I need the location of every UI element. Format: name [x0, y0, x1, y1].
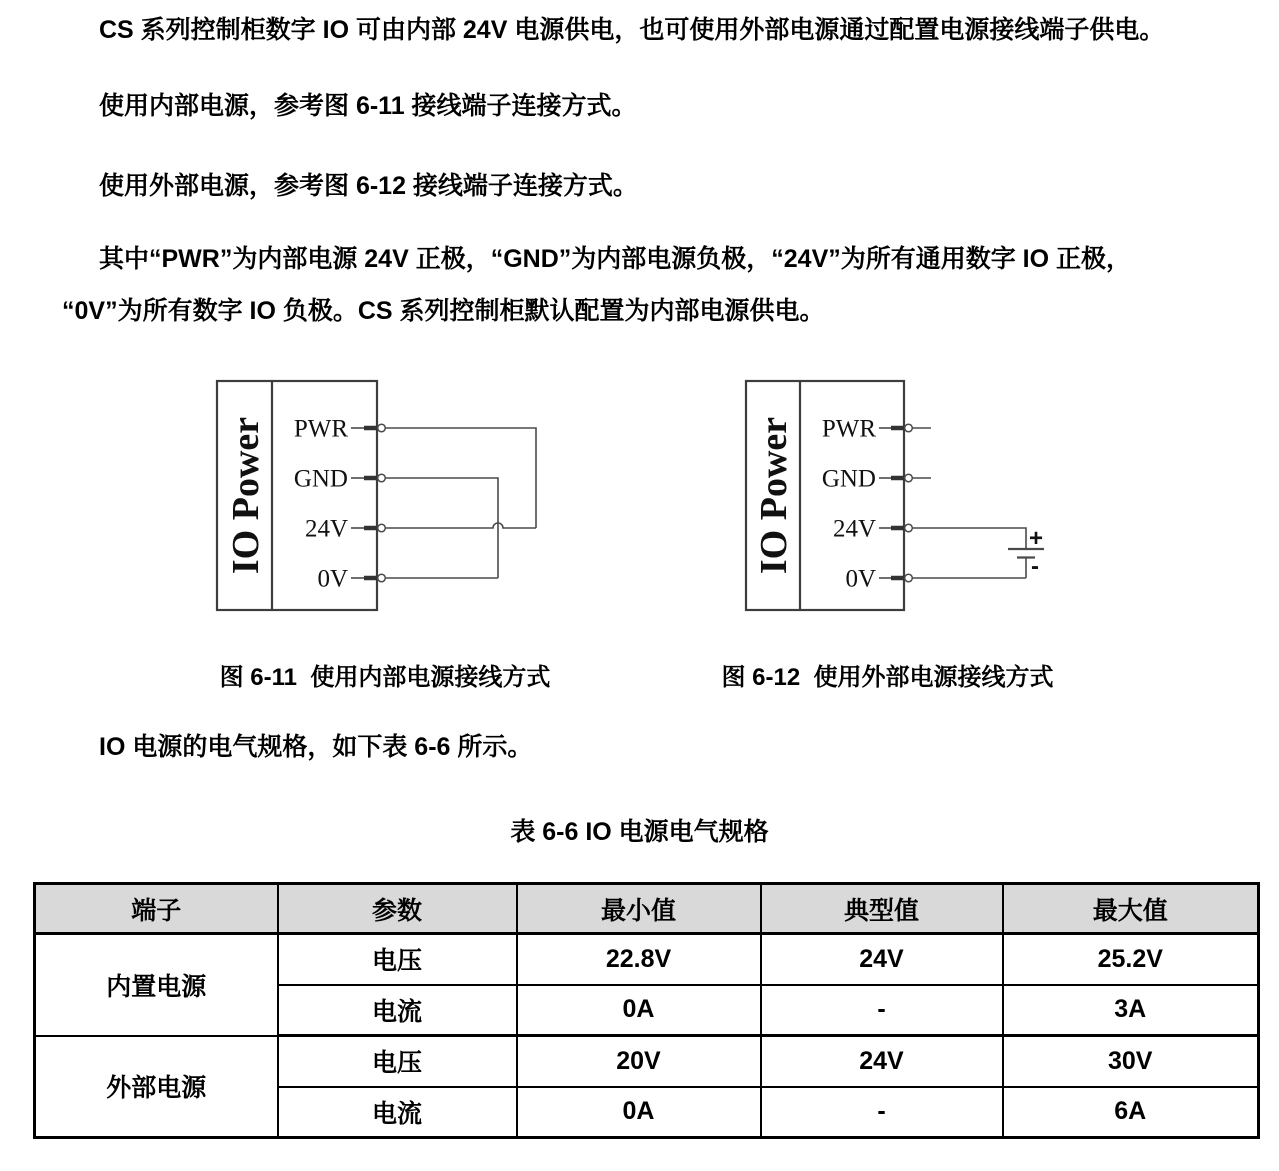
cell-min: 0A [517, 985, 761, 1036]
paragraph-intro: CS 系列控制柜数字 IO 可由内部 24V 电源供电，也可使用外部电源通过配置电源接线端子供电。 [99, 16, 1165, 44]
cell-typ: 24V [761, 1036, 1003, 1087]
cell-min: 20V [517, 1036, 761, 1087]
paragraph-external-power-ref: 使用外部电源，参考图 6-12 接线端子连接方式。 [99, 172, 638, 200]
header-typical: 典型值 [761, 884, 1003, 934]
io-power-label: IO Power [753, 416, 795, 575]
terminal-label-0v: 0V [845, 565, 876, 593]
terminal-label-0v: 0V [317, 565, 348, 593]
battery-minus-sign: - [1031, 553, 1039, 580]
wire-24v-to-battery [912, 528, 1026, 549]
cell-min: 22.8V [517, 934, 761, 985]
table-title: 表 6-6 IO 电源电气规格 [510, 818, 769, 846]
io-power-spec-table [33, 882, 1260, 1139]
header-max: 最大值 [1003, 884, 1259, 934]
paragraph-internal-power-ref: 使用内部电源，参考图 6-11 接线端子连接方式。 [99, 92, 637, 120]
figure-internal-power-wiring [200, 375, 570, 623]
figure-caption-6-12: 图 6-12 使用外部电源接线方式 [721, 664, 1054, 691]
cell-max: 3A [1003, 985, 1259, 1036]
cell-typ: - [761, 985, 1003, 1036]
terminal-label-pwr: PWR [821, 415, 876, 443]
terminal-label-24v: 24V [304, 515, 348, 543]
cell-max: 6A [1003, 1087, 1259, 1138]
cell-max: 30V [1003, 1036, 1259, 1087]
cell-group-internal: 内置电源 [35, 934, 278, 1036]
terminal-node-gnd [905, 474, 913, 482]
terminal-label-pwr: PWR [293, 415, 348, 443]
terminal-node-pwr [905, 424, 913, 432]
cell-param: 电压 [278, 934, 517, 985]
cell-param: 电流 [278, 1087, 517, 1138]
terminal-label-24v: 24V [832, 515, 876, 543]
terminal-node-24v [378, 524, 386, 532]
paragraph-terminal-description-line1: 其中“PWR”为内部电源 24V 正极，“GND”为内部电源负极，“24V”为所有通用数字 IO 正极， [99, 245, 1132, 273]
figure-external-power-wiring [730, 375, 1075, 623]
figure-caption-6-11: 图 6-11 使用内部电源接线方式 [219, 664, 551, 691]
cell-param: 电压 [278, 1036, 517, 1087]
table-header-row [35, 884, 1259, 934]
cell-group-external: 外部电源 [35, 1036, 278, 1138]
cell-typ: - [761, 1087, 1003, 1138]
wire-24v-with-hop [385, 523, 536, 528]
terminal-node-0v [378, 574, 386, 582]
paragraph-table-ref: IO 电源的电气规格，如下表 6-6 所示。 [99, 733, 533, 761]
terminal-node-0v [905, 574, 913, 582]
battery-plus-sign: + [1029, 525, 1044, 552]
header-parameter: 参数 [278, 884, 517, 934]
cell-min: 0A [517, 1087, 761, 1138]
table-row [35, 934, 1259, 985]
terminal-node-pwr [378, 424, 386, 432]
cell-typ: 24V [761, 934, 1003, 985]
cell-max: 25.2V [1003, 934, 1259, 985]
paragraph-terminal-description [62, 233, 1131, 337]
terminal-node-24v [905, 524, 913, 532]
terminal-label-gnd: GND [821, 465, 876, 493]
header-terminal: 端子 [35, 884, 278, 934]
table-row [35, 1036, 1259, 1087]
header-min: 最小值 [517, 884, 761, 934]
cell-param: 电流 [278, 985, 517, 1036]
paragraph-terminal-description-line2: “0V”为所有数字 IO 负极。CS 系列控制柜默认配置为内部电源供电。 [62, 297, 825, 325]
terminal-node-gnd [378, 474, 386, 482]
terminal-label-gnd: GND [293, 465, 348, 493]
io-power-label: IO Power [225, 416, 267, 575]
